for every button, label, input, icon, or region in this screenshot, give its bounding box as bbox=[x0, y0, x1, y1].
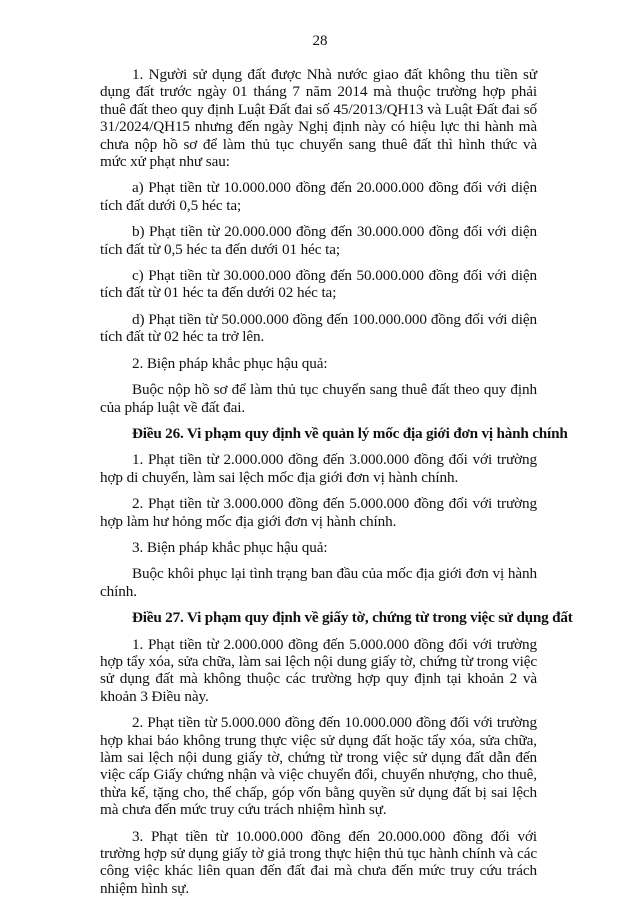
article-26-heading: Điều 26. Vi phạm quy định về quản lý mốc địa giới đơn vị hành chính bbox=[132, 424, 568, 442]
article-26-paragraph-1: 1. Phạt tiền từ 2.000.000 đồng đến 3.000.000 đồng đối với trường hợp di chuyển, làm sai lệch mốc địa giới đơn vị hành chính. bbox=[100, 451, 537, 486]
article-27-paragraph-1: 1. Phạt tiền từ 2.000.000 đồng đến 5.000.000 đồng đối với trường hợp tẩy xóa, sửa chữa, làm sai lệch nội dung giấy tờ, chứng từ trong việc sử dụng đất mà không thuộc các trường hợp quy định tại khoản 2 và khoản 3 Điều này. bbox=[100, 635, 537, 705]
article-27-heading: Điều 27. Vi phạm quy định về giấy tờ, chứng từ trong việc sử dụng đất bbox=[132, 609, 573, 627]
paragraph-prev-1a: a) Phạt tiền từ 10.000.000 đồng đến 20.000.000 đồng đối với diện tích đất dưới 0,5 héc ta; bbox=[100, 179, 537, 214]
article-26-paragraph-3: 3. Biện pháp khắc phục hậu quả: bbox=[132, 538, 328, 556]
article-26-paragraph-3-remedy: Buộc khôi phục lại tình trạng ban đầu của mốc địa giới đơn vị hành chính. bbox=[100, 565, 537, 600]
paragraph-prev-1b: b) Phạt tiền từ 20.000.000 đồng đến 30.000.000 đồng đối với diện tích đất từ 0,5 héc ta đến dưới 01 héc ta; bbox=[100, 223, 537, 258]
paragraph-prev-1c: c) Phạt tiền từ 30.000.000 đồng đến 50.000.000 đồng đối với diện tích đất từ 01 héc ta đến dưới 02 héc ta; bbox=[100, 267, 537, 302]
paragraph-prev-1d: d) Phạt tiền từ 50.000.000 đồng đến 100.000.000 đồng đối với diện tích đất từ 02 héc ta trở lên. bbox=[100, 310, 537, 346]
article-26-paragraph-2: 2. Phạt tiền từ 3.000.000 đồng đến 5.000.000 đồng đối với trường hợp làm hư hỏng mốc địa giới đơn vị hành chính. bbox=[100, 495, 537, 530]
paragraph-prev-1: 1. Người sử dụng đất được Nhà nước giao đất không thu tiền sử dụng đất trước ngày 01 tháng 7 năm 2014 mà thuộc trường hợp phải thuê đất theo quy định Luật Đất đai số 45/2013/QH13 và Luật Đất đai số 31/2024/QH15 nhưng đến ngày Nghị định này có hiệu lực thi hành mà chưa nộp hồ sơ để làm thủ tục chuyển sang thuê đất thì hình thức và mức xử phạt như sau: bbox=[100, 66, 537, 171]
paragraph-prev-2: 2. Biện pháp khắc phục hậu quả: bbox=[132, 354, 328, 372]
document-body bbox=[100, 66, 573, 906]
article-27-paragraph-2: 2. Phạt tiền từ 5.000.000 đồng đến 10.000.000 đồng đối với trường hợp khai báo không trung thực việc sử dụng đất hoặc tẩy xóa, sửa chữa, làm sai lệch nội dung giấy tờ, chứng từ trong việc sử dụng đất dẫn đến việc cấp Giấy chứng nhận và việc chuyển đổi, chuyển nhượng, cho thuê, thừa kế, tặng cho, thế chấp, góp vốn bằng quyền sử dụng đất bị sai lệch mà chưa đến mức truy cứu trách nhiệm hình sự. bbox=[100, 714, 537, 819]
article-27-paragraph-3: 3. Phạt tiền từ 10.000.000 đồng đến 20.000.000 đồng đối với trường hợp sử dụng giấy tờ giả trong thực hiện thủ tục hành chính và các công việc khác liên quan đến đất đai mà chưa đến mức truy cứu trách nhiệm hình sự. bbox=[100, 827, 537, 897]
paragraph-prev-2-remedy: Buộc nộp hồ sơ để làm thủ tục chuyển sang thuê đất theo quy định của pháp luật về đất đai. bbox=[100, 381, 537, 416]
page-number: 28 bbox=[312, 33, 328, 49]
